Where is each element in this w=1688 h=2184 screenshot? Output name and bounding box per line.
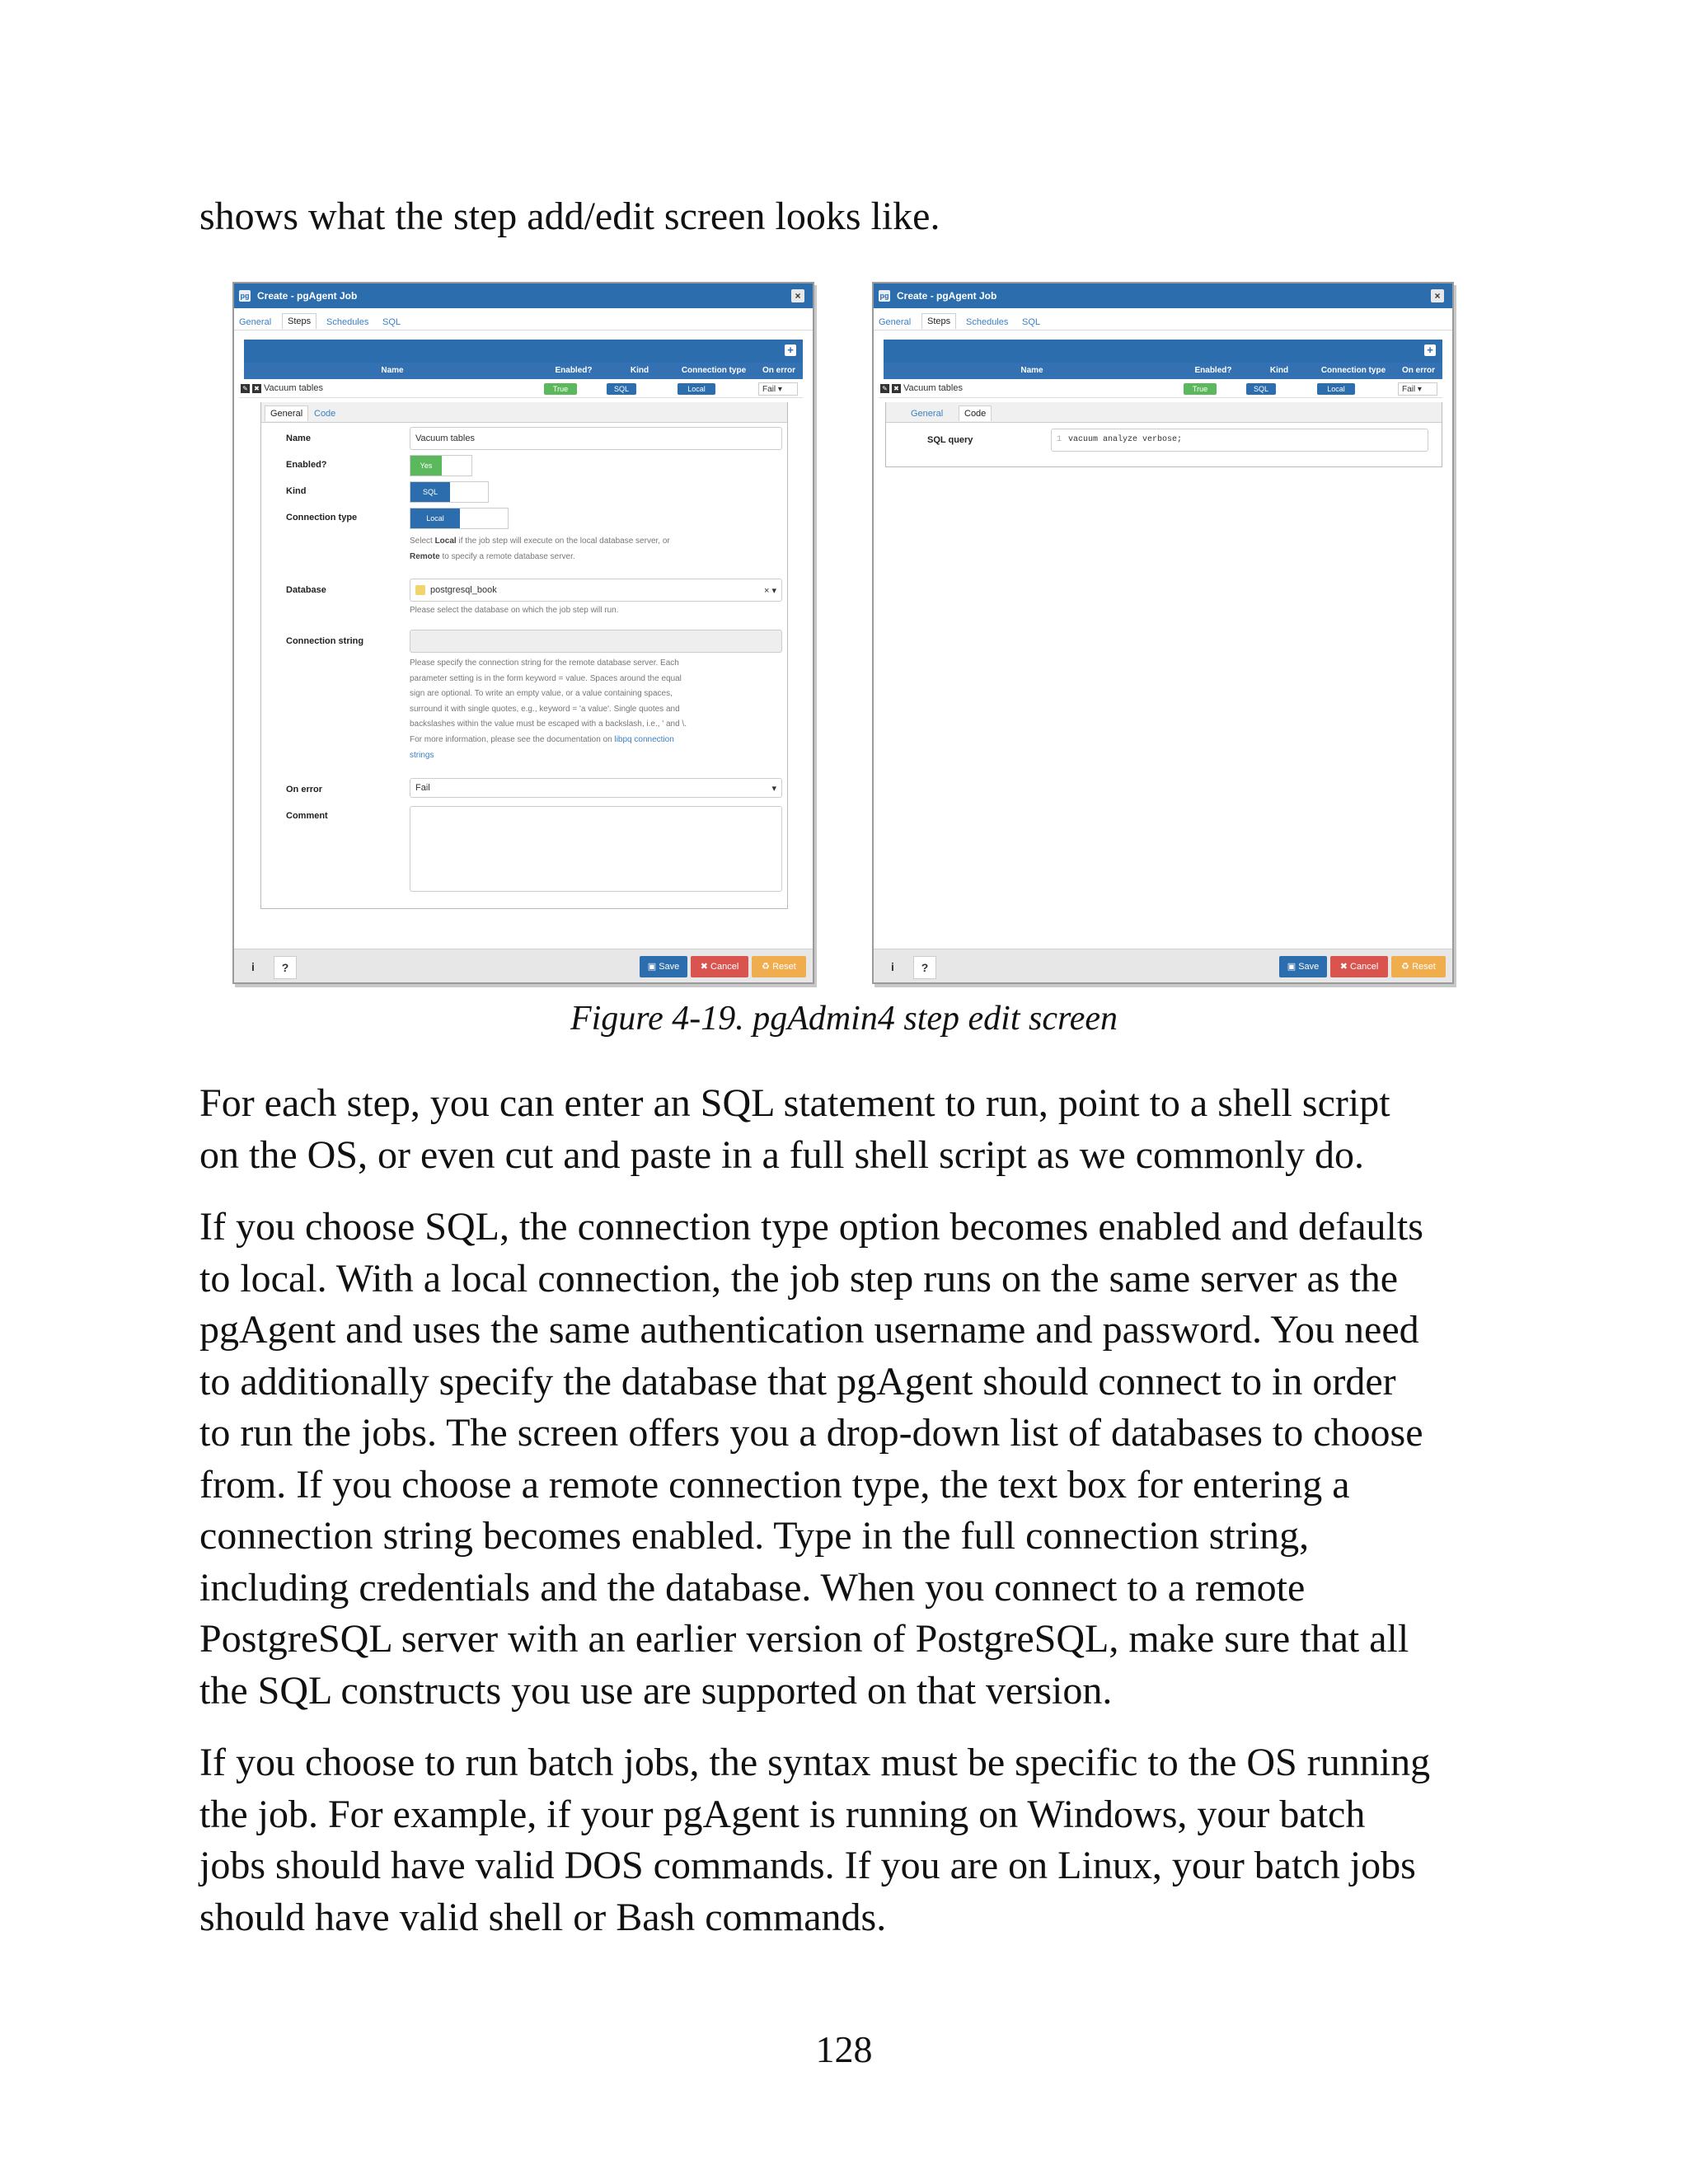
col-kind: Kind [1269, 366, 1289, 375]
delete-row-icon[interactable]: ✖ [252, 384, 261, 393]
row-kind-badge[interactable]: SQL [607, 383, 636, 395]
dialog-title: Create - pgAgent Job [897, 290, 997, 302]
kind-value: SQL [410, 482, 450, 502]
cancel-label: Cancel [1350, 962, 1379, 972]
page-number: 128 [815, 2028, 873, 2070]
reset-label: Reset [1412, 962, 1436, 972]
cancel-icon: ✖ [700, 962, 711, 972]
reset-icon: ♻ [762, 962, 773, 972]
col-connection-type: Connection type [1320, 366, 1386, 375]
tab-general[interactable]: General [239, 317, 272, 327]
row-name: Vacuum tables [903, 383, 963, 393]
text-line: should have valid shell or Bash commands. [199, 1895, 887, 1939]
add-step-icon[interactable]: + [1424, 344, 1436, 356]
comment-label: Comment [286, 811, 328, 821]
connection-type-label: Connection type [286, 513, 358, 523]
delete-row-icon[interactable]: ✖ [892, 384, 901, 393]
help-bold-remote: Remote [410, 551, 440, 561]
save-icon: ▣ [1287, 962, 1299, 972]
connection-string-help [410, 656, 782, 763]
row-on-error-value: Fail [762, 385, 776, 394]
row-enabled-badge[interactable]: True [1184, 383, 1217, 395]
reset-button[interactable] [1391, 956, 1446, 977]
database-select[interactable] [410, 579, 782, 602]
reset-icon: ♻ [1401, 962, 1413, 972]
col-kind: Kind [630, 366, 649, 375]
table-row[interactable] [239, 381, 803, 398]
cancel-icon: ✖ [1339, 962, 1351, 972]
help-line: parameter setting is in the form keyword = value. Spaces around the equal [410, 673, 682, 683]
row-connection-badge[interactable]: Local [678, 383, 715, 395]
close-icon[interactable]: × [791, 289, 804, 302]
database-icon [415, 585, 425, 595]
save-label: Save [659, 962, 680, 972]
text-line: including credentials and the database. When you connect to a remote [199, 1565, 1306, 1610]
text-line: If you choose SQL, the connection type option becomes enabled and defaults [199, 1205, 1423, 1249]
connection-string-input[interactable] [410, 630, 782, 653]
col-enabled: Enabled? [1194, 366, 1232, 375]
chevron-down-icon: ▾ [777, 385, 782, 394]
text-line: on the OS, or even cut and paste in a full shell script as we commonly do. [199, 1132, 1365, 1177]
subtab-general[interactable]: General [911, 409, 944, 419]
step-edit-panel [885, 402, 1442, 467]
text-line: PostgreSQL server with an earlier version of PostgreSQL, make sure that all [199, 1617, 1409, 1661]
steps-grid-header [244, 340, 803, 363]
intro-line: shows what the step add/edit screen looks like. [199, 194, 940, 238]
pgadmin-logo-icon: pg [879, 292, 889, 300]
line-number: 1 [1057, 435, 1062, 444]
row-on-error-select[interactable] [758, 382, 798, 396]
on-error-select[interactable] [410, 778, 782, 798]
tab-sql[interactable]: SQL [1022, 317, 1041, 327]
text-line: pgAgent and uses the same authentication username and password. You need [199, 1308, 1419, 1352]
help-text: Select [410, 537, 435, 546]
text-line: to additionally specify the database that pgAgent should connect to in order [199, 1359, 1396, 1404]
text-line: connection string becomes enabled. Type in the full connection string, [199, 1514, 1310, 1558]
steps-grid-columns [884, 363, 1442, 379]
help-icon[interactable]: ? [913, 956, 936, 979]
help-text: if the job step will execute on the local database server, or [456, 537, 670, 546]
figure-caption: Figure 4-19. pgAdmin4 step edit screen [570, 1000, 1118, 1038]
libpq-link-cont[interactable]: strings [410, 750, 434, 760]
dialog-titlebar [874, 284, 1452, 308]
subtab-code[interactable]: Code [314, 409, 336, 419]
row-on-error-value: Fail [1402, 385, 1416, 394]
kind-label: Kind [286, 486, 307, 496]
database-label: Database [286, 585, 326, 595]
steps-grid-header [884, 340, 1442, 363]
tab-schedules[interactable]: Schedules [966, 317, 1009, 327]
close-icon[interactable]: × [1431, 289, 1444, 302]
row-on-error-select[interactable] [1398, 382, 1437, 396]
help-line: Please specify the connection string for the remote database server. Each [410, 658, 679, 668]
tab-schedules[interactable]: Schedules [326, 317, 369, 327]
text-line: jobs should have valid DOS commands. If you are on Linux, your batch jobs [199, 1844, 1416, 1887]
help-line: sign are optional. To write an empty value, or a value containing spaces, [410, 689, 673, 699]
edit-row-icon[interactable]: ✎ [880, 384, 889, 393]
dialog-title: Create - pgAgent Job [257, 290, 358, 302]
text-line: the SQL constructs you use are supported on that version. [199, 1668, 1113, 1713]
on-error-value: Fail [415, 783, 430, 793]
text-line: If you choose to run batch jobs, the syntax must be specific to the OS running [199, 1741, 1431, 1784]
subtab-code[interactable]: Code [959, 405, 992, 421]
col-name: Name [1020, 366, 1043, 375]
libpq-link[interactable]: libpq connection [614, 734, 674, 744]
paragraph-3 [199, 1737, 1502, 1943]
enabled-label: Enabled? [286, 460, 327, 470]
database-value: postgresql_book [430, 585, 497, 595]
enabled-toggle[interactable] [410, 455, 472, 476]
paragraph-1 [199, 1078, 1502, 1181]
col-on-error: On error [762, 366, 795, 375]
text-line: to run the jobs. The screen offers you a drop-down list of databases to choose [199, 1411, 1423, 1455]
pgadmin-logo-icon: pg [240, 292, 250, 300]
help-text: to specify a remote database server. [439, 551, 575, 561]
dialog-tabs [234, 312, 813, 330]
text-line: the job. For example, if your pgAgent is running on Windows, your batch [199, 1792, 1366, 1836]
text-line: to local. With a local connection, the job step runs on the same server as the [199, 1256, 1399, 1301]
tab-steps[interactable]: Steps [921, 313, 956, 329]
add-step-icon[interactable]: + [785, 344, 796, 356]
row-kind-badge[interactable]: SQL [1246, 383, 1276, 395]
step-edit-panel [260, 402, 788, 909]
on-error-label: On error [286, 785, 323, 794]
dialog-tabs [874, 312, 1452, 330]
step-subtabs [886, 402, 1442, 423]
connection-string-label: Connection string [286, 636, 364, 646]
subtab-general[interactable]: General [265, 405, 308, 421]
kind-toggle[interactable] [410, 481, 489, 503]
connection-type-value: Local [410, 509, 460, 528]
reset-button[interactable] [752, 956, 806, 977]
info-icon[interactable]: i [891, 960, 894, 973]
tab-sql[interactable]: SQL [382, 317, 401, 327]
chevron-down-icon: ▾ [771, 784, 776, 794]
cancel-button[interactable] [1330, 956, 1388, 977]
help-line: For more information, please see the documentation on [410, 734, 615, 744]
cancel-label: Cancel [710, 962, 739, 972]
tab-general[interactable]: General [879, 317, 912, 327]
dialog-titlebar [234, 284, 813, 308]
connection-type-help [410, 534, 782, 565]
save-button[interactable] [640, 956, 687, 977]
help-line: surround it with single quotes, e.g., keyword = 'a value'. Single quotes and [410, 704, 680, 714]
step-subtabs [261, 402, 787, 423]
cancel-button[interactable] [691, 956, 748, 977]
save-button[interactable] [1279, 956, 1327, 977]
tab-steps[interactable]: Steps [282, 313, 316, 329]
text-line: from. If you choose a remote connection type, the text box for entering a [199, 1462, 1350, 1507]
paragraph-2 [199, 1202, 1502, 1717]
sql-query-label: SQL query [927, 435, 973, 445]
comment-textarea[interactable] [410, 806, 782, 892]
col-name: Name [381, 366, 404, 375]
dialog-footer [874, 949, 1452, 982]
help-icon[interactable]: ? [274, 956, 297, 979]
dialog-code-screenshot [872, 282, 1454, 984]
database-help: Please select the database on which the job step will run. [410, 606, 619, 615]
text-line: For each step, you can enter an SQL statement to run, point to a shell script [199, 1081, 1390, 1125]
enabled-value: Yes [410, 456, 442, 476]
info-icon[interactable]: i [251, 960, 255, 973]
connection-type-toggle[interactable] [410, 508, 509, 529]
reset-label: Reset [772, 962, 796, 972]
table-row[interactable] [879, 381, 1442, 398]
sql-query-value: vacuum analyze verbose; [1068, 435, 1183, 444]
save-icon: ▣ [647, 962, 659, 972]
sql-query-editor[interactable] [1051, 429, 1428, 452]
dialog-footer [234, 949, 813, 982]
name-input[interactable]: Vacuum tables [410, 427, 782, 450]
help-bold-local: Local [434, 537, 457, 546]
chevron-down-icon: ▾ [1417, 385, 1422, 394]
row-enabled-badge[interactable]: True [544, 383, 577, 395]
col-on-error: On error [1401, 366, 1435, 375]
name-label: Name [286, 434, 311, 443]
steps-grid-columns [244, 363, 803, 379]
clear-select-icon[interactable]: × ▾ [763, 586, 776, 596]
dialog-general-screenshot [232, 282, 814, 984]
row-name: Vacuum tables [264, 383, 323, 393]
edit-row-icon[interactable]: ✎ [241, 384, 250, 393]
row-connection-badge[interactable]: Local [1317, 383, 1355, 395]
col-enabled: Enabled? [555, 366, 593, 375]
save-label: Save [1298, 962, 1320, 972]
col-connection-type: Connection type [681, 366, 747, 375]
help-line: backslashes within the value must be escaped with a backslash, i.e., ' and \. [410, 719, 687, 729]
